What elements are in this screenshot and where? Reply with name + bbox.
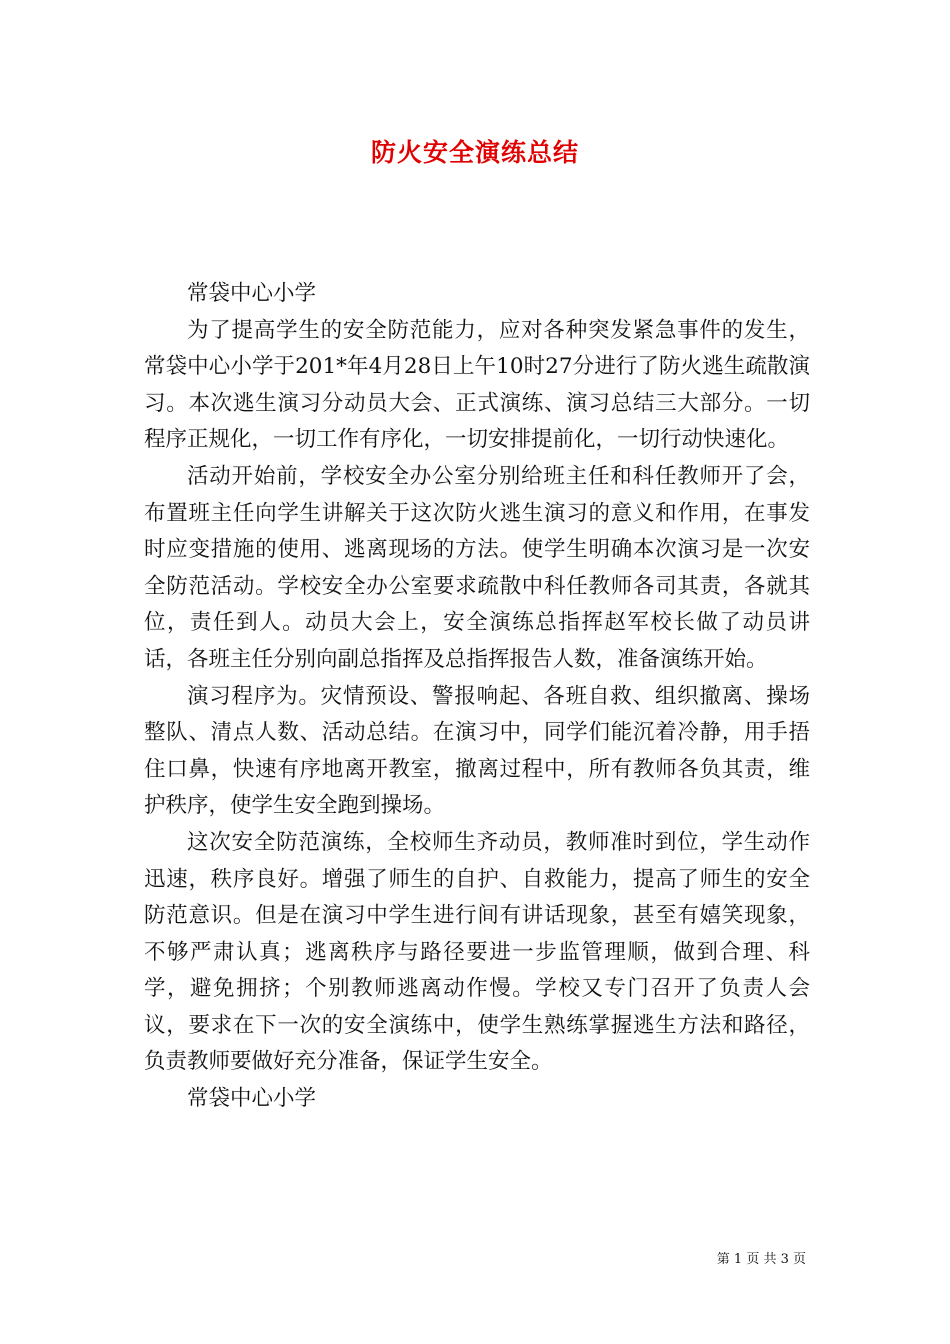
author-line-bottom: 常袋中心小学 bbox=[187, 1086, 317, 1112]
paragraph-4: 这次安全防范演练，全校师生齐动员，教师准时到位，学生动作迅速，秩序良好。增强了师生的自护、自救能力，提高了师生的安全防范意识。但是在演习中学生进行间有讲话现象，甚至有嬉笑现象，不够严肃认真；逃离秩序与路径要进一步监管理顺，做到合理、科学，避免拥挤；个别教师逃离动作慢。学校又专门召开了负责人会议，要求在下一次的安全演练中，使学生熟练掌握逃生方法和路径，负责教师要做好充分准备，保证学生安全。 bbox=[144, 829, 810, 1075]
paragraph-2: 活动开始前，学校安全办公室分别给班主任和科任教师开了会，布置班主任向学生讲解关于这次防火逃生演习的意义和作用，在事发时应变措施的使用、逃离现场的方法。使学生明确本次演习是一次安全防范活动。学校安全办公室要求疏散中科任教师各司其责，各就其位，责任到人。动员大会上，安全演练总指挥赵军校长做了动员讲话，各班主任分别向副总指挥及总指挥报告人数，准备演练开始。 bbox=[144, 463, 810, 672]
paragraph-1: 为了提高学生的安全防范能力，应对各种突发紧急事件的发生，常袋中心小学于201*年4月28日上午10时27分进行了防火逃生疏散演习。本次逃生演习分动员大会、正式演练、演习总结三大部分。一切程序正规化，一切工作有序化，一切安排提前化，一切行动快速化。 bbox=[144, 317, 810, 453]
document-body bbox=[144, 276, 810, 1118]
page-number: 第 1 页 共 3 页 bbox=[716, 1252, 806, 1267]
author-line-top: 常袋中心小学 bbox=[187, 281, 317, 306]
paragraph-3: 演习程序为。灾情预设、警报响起、各班自救、组织撤离、操场整队、清点人数、活动总结。在演习中，同学们能沉着冷静，用手捂住口鼻，快速有序地离开教室，撤离过程中，所有教师各负其责，维护秩序，使学生安全跑到操场。 bbox=[144, 683, 810, 819]
document-title: 防火安全演练总结 bbox=[370, 138, 579, 167]
